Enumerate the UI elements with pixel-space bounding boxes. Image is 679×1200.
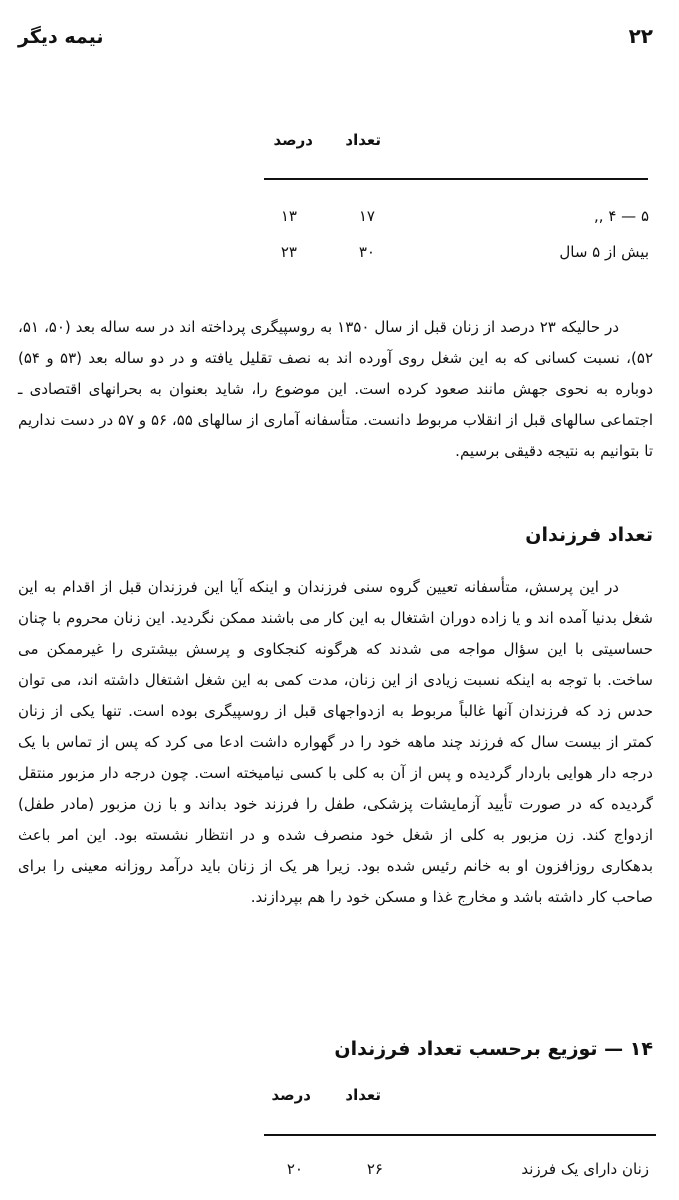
table2-header-count: تعداد [345,1086,381,1104]
table1-rule [264,178,648,180]
body-paragraph [18,312,653,467]
table2-title: ۱۴ — توزیع برحسب تعداد فرزندان [334,1038,653,1060]
running-title: نیمه دیگر [18,26,104,48]
table1-row1-percent: ۱۳ [280,207,297,225]
table1-header-percent: درصد [273,131,313,149]
table2-header-percent: درصد [271,1086,311,1104]
table1-row2-percent: ۲۳ [280,243,297,261]
table1-header-count: تعداد [345,131,381,149]
table2-row1-percent: ۲۰ [286,1160,303,1178]
section-body [18,572,653,913]
section-heading: تعداد فرزندان [525,524,653,546]
paragraph-text: در حالیکه ۲۳ درصد از زنان قبل از سال ۱۳۵۰ به روسپیگری پرداخته اند در سه ساله بعد (۵۰، ۵۱، ۵۲)، نسبت کسانی که به این شغل روی آورده اند به نصف تقلیل یافته و در دو ساله بعد (۵۳ و ۵۴) دوباره به نحوی جهش مانند صعود کرده است. این موضوع را، شاید بعنوان به بحرانهای اقتصادی ـ اجتماعی سالهای قبل از انقلاب مربوط دانست. متأسفانه آماری از سالهای ۵۵، ۵۶ و ۵۷ در دست نداریم تا بتوانیم به نتیجه دقیقی برسیم. [18,318,654,460]
page-number: ۲۲ [628,24,653,48]
table2-row1-label: زنان دارای یک فرزند [521,1160,649,1178]
section-paragraph: در این پرسش، متأسفانه تعیین گروه سنی فرزندان و اینکه آیا این فرزندان قبل از اقدام به این شغل بدنیا آمده اند و یا زاده دوران اشتغال به این کار می باشند ممکن نگردید. این زنان محروم با چنان حساسیتی با این سؤال مواجه می شدند که هرگونه کنجکاوی و پرسش بیشتری را غیرممکن می ساخت. با توجه به اینکه نسبت زیادی از این زنان، مدت کمی به این شغل اشتغال داشته اند، می توان حدس زد که فرزندان آنها غالباً مربوط به ازدواجهای قبل از روسپیگری بوده است. تنها یکی از زنان کمتر از بیست سال که فرزند چند ماهه خود را در گهواره داشت ادعا می کرد که پس از تماس با یک درجه دار هوایی باردار گردیده و پس از آن به کلی با کسی نیامیخته است. چون درجه دار مزبور منتقل گردیده که در صورت تأیید آزمایشات پزشکی، طفل را فرزند خود بداند و با زن مزبور (مادر طفل) ازدواج کند. زن مزبور به کلی از شغل خود منصرف شده و در انتظار نشسته بود. این امر باعث بدهکاری روزافزون او به خانم رئیس شده بود. زیرا هر یک از زنان باید درآمد روزانه معینی را برای صاحب کار داشته باشد و مخارج غذا و مسکن خود را هم بپردازند. [18,578,653,906]
table1-row1-count: ۱۷ [358,207,375,225]
table1-row1-label: ۵ — ۴ ,, [594,207,649,225]
table1-row2-count: ۳۰ [358,243,375,261]
table2-rule [264,1134,656,1136]
table2-row1-count: ۲۶ [366,1160,383,1178]
table1-row2-label: بیش از ۵ سال [559,243,649,261]
